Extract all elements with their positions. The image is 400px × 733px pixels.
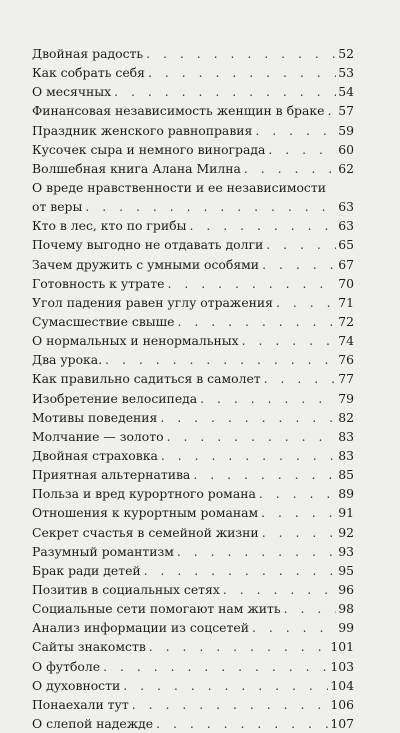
toc-entry-page: 96: [338, 581, 354, 597]
toc-entry: [32, 503, 354, 522]
toc-entry: [32, 484, 354, 503]
toc-entry-page: 67: [338, 256, 354, 272]
toc-entry-title: Разумный романтизм: [32, 543, 174, 559]
toc-entry: [32, 465, 354, 484]
toc-entry: [32, 523, 354, 542]
toc-entry-title: Брак ради детей: [32, 562, 141, 578]
table-of-contents: [32, 44, 354, 733]
toc-entry-title: Волшебная книга Алана Милна: [32, 160, 241, 176]
leader-dots: [114, 82, 336, 101]
leader-dots: [160, 408, 336, 427]
toc-entry: [32, 580, 354, 599]
toc-entry: [32, 178, 354, 216]
leader-dots: [148, 63, 336, 82]
toc-entry: [32, 255, 354, 274]
toc-entry-page: 71: [338, 294, 354, 310]
toc-entry-page: 79: [338, 390, 354, 406]
toc-entry: [32, 235, 354, 254]
toc-entry: [32, 695, 354, 714]
leader-dots: [276, 293, 336, 312]
toc-entry-page: 103: [330, 658, 354, 674]
toc-entry: [32, 274, 354, 293]
toc-entry-page: 93: [338, 543, 354, 559]
toc-entry: [32, 312, 354, 331]
leader-dots: [105, 350, 336, 369]
leader-dots: [161, 446, 336, 465]
toc-entry-title: Социальные сети помогают нам жить: [32, 601, 281, 617]
toc-entry-page: 60: [338, 141, 354, 157]
leader-dots: [200, 389, 336, 408]
toc-entry-page: 74: [338, 333, 354, 349]
toc-entry: [32, 676, 354, 695]
toc-entry: [32, 82, 354, 101]
toc-entry-title: Как собрать себя: [32, 65, 145, 81]
leader-dots: [85, 197, 336, 216]
leader-dots: [268, 140, 336, 159]
toc-entry-page: 83: [338, 428, 354, 444]
toc-entry: [32, 657, 354, 676]
toc-entry-title: Кусочек сыра и немного винограда: [32, 141, 266, 157]
toc-entry-page: 89: [338, 486, 354, 502]
toc-entry-title: О футболе: [32, 658, 101, 674]
leader-dots: [266, 235, 336, 254]
toc-entry-page: 101: [330, 639, 354, 655]
toc-entry-title: Позитив в социальных сетях: [32, 581, 220, 597]
toc-entry-title: О месячных: [32, 84, 112, 100]
toc-entry-title-line1: О вреде нравственности и ее независимости: [32, 179, 326, 195]
toc-entry: [32, 350, 354, 369]
leader-dots: [189, 216, 336, 235]
toc-entry: [32, 599, 354, 618]
toc-entry-page: 63: [338, 218, 354, 234]
leader-dots: [223, 580, 336, 599]
toc-entry-page: 72: [338, 313, 354, 329]
leader-dots: [261, 503, 336, 522]
toc-entry-title: Анализ информации из соцсетей: [32, 620, 249, 636]
toc-entry: [32, 331, 354, 350]
leader-dots: [262, 523, 336, 542]
toc-entry-page: 92: [338, 524, 354, 540]
toc-entry-page: 76: [338, 352, 354, 368]
leader-dots: [149, 637, 329, 656]
leader-dots: [327, 101, 336, 120]
toc-entry-title: Кто в лес, кто по грибы: [32, 218, 187, 234]
toc-entry-title: Молчание — золото: [32, 428, 164, 444]
toc-entry-page: 95: [338, 562, 354, 578]
toc-entry-title: Как правильно садиться в самолет: [32, 371, 261, 387]
leader-dots: [177, 542, 336, 561]
leader-dots: [103, 657, 328, 676]
toc-entry: [32, 140, 354, 159]
leader-dots: [264, 369, 336, 388]
toc-entry-title: Зачем дружить с умными особями: [32, 256, 260, 272]
leader-dots: [168, 274, 337, 293]
leader-dots: [132, 695, 329, 714]
toc-entry-title: от веры: [32, 199, 83, 215]
toc-entry-page: 59: [338, 122, 354, 138]
toc-entry-title: О слепой надежде: [32, 715, 154, 731]
toc-entry-page: 99: [338, 620, 354, 636]
toc-entry-page: 63: [338, 199, 354, 215]
toc-entry-page: 65: [338, 237, 354, 253]
toc-entry-title: Почему выгодно не отдавать долги: [32, 237, 264, 253]
toc-entry-page: 57: [338, 103, 354, 119]
toc-entry-title: О нормальных и ненормальных: [32, 333, 239, 349]
toc-entry: [32, 408, 354, 427]
toc-entry-title: Изобретение велосипеда: [32, 390, 198, 406]
leader-dots: [146, 44, 336, 63]
toc-entry-title: Финансовая независимость женщин в браке: [32, 103, 325, 119]
toc-entry-title: Угол падения равен углу отражения: [32, 294, 274, 310]
toc-entry: [32, 159, 354, 178]
toc-entry-title: Двойная радость: [32, 46, 144, 61]
leader-dots: [259, 484, 336, 503]
toc-entry-page: 107: [330, 715, 354, 731]
leader-dots: [262, 255, 336, 274]
toc-entry-page: 104: [330, 677, 354, 693]
toc-entry-title: Готовность к утрате: [32, 275, 165, 291]
toc-entry: [32, 389, 354, 408]
toc-entry: [32, 618, 354, 637]
leader-dots: [167, 427, 336, 446]
toc-entry-title: Сумасшествие свыше: [32, 313, 175, 329]
toc-entry-title: Польза и вред курортного романа: [32, 486, 256, 502]
toc-entry-title: Два урока.: [32, 352, 103, 368]
toc-entry-title: Сайты знакомств: [32, 639, 146, 655]
leader-dots: [284, 599, 336, 618]
toc-entry-page: 53: [338, 65, 354, 81]
toc-entry-page: 77: [338, 371, 354, 387]
toc-entry: [32, 427, 354, 446]
toc-entry: [32, 542, 354, 561]
toc-entry-page: 52: [338, 46, 354, 61]
leader-dots: [193, 465, 336, 484]
toc-entry-page: 91: [338, 505, 354, 521]
leader-dots: [123, 676, 328, 695]
toc-entry-title: Двойная страховка: [32, 447, 158, 463]
toc-entry: [32, 216, 354, 235]
leader-dots: [255, 121, 336, 140]
toc-entry-page: 106: [330, 696, 354, 712]
leader-dots: [144, 561, 336, 580]
toc-entry: [32, 44, 354, 63]
toc-entry-title: О духовности: [32, 677, 121, 693]
toc-entry-page: 83: [338, 447, 354, 463]
leader-dots: [242, 331, 336, 350]
leader-dots: [178, 312, 336, 331]
toc-entry-page: 85: [338, 467, 354, 483]
toc-entry-title: Приятная альтернатива: [32, 467, 191, 483]
toc-entry-page: 82: [338, 409, 354, 425]
toc-entry: [32, 369, 354, 388]
toc-entry: [32, 293, 354, 312]
toc-entry-title: Мотивы поведения: [32, 409, 158, 425]
leader-dots: [244, 159, 336, 178]
toc-entry-page: 98: [338, 601, 354, 617]
toc-entry-page: 70: [338, 275, 354, 291]
toc-entry: [32, 446, 354, 465]
toc-entry-page: 62: [338, 160, 354, 176]
toc-entry: [32, 121, 354, 140]
toc-entry-title: Отношения к курортным романам: [32, 505, 259, 521]
leader-dots: [156, 714, 328, 733]
toc-entry-page: 54: [338, 84, 354, 100]
toc-entry: [32, 63, 354, 82]
toc-entry: [32, 714, 354, 733]
leader-dots: [252, 618, 336, 637]
toc-entry-title: Праздник женского равноправия: [32, 122, 253, 138]
toc-entry: [32, 101, 354, 120]
toc-entry-title: Секрет счастья в семейной жизни: [32, 524, 259, 540]
toc-entry: [32, 637, 354, 656]
toc-entry: [32, 561, 354, 580]
toc-entry-title: Понаехали тут: [32, 696, 129, 712]
